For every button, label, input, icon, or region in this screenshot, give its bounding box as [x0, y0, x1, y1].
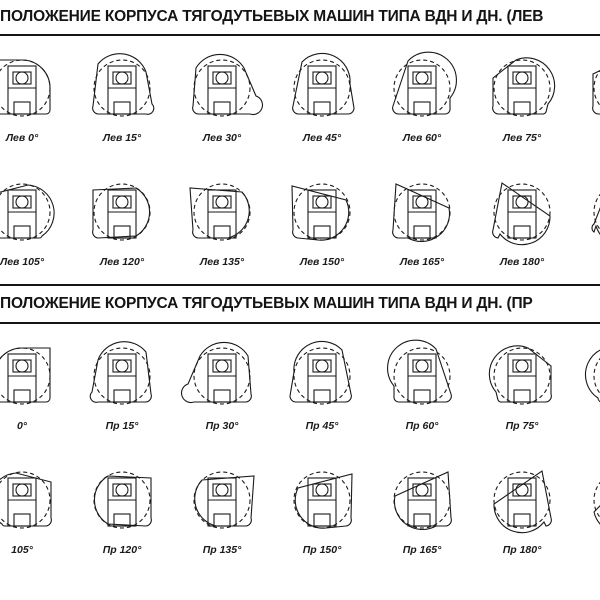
fan-figure — [172, 172, 272, 260]
figure-caption: Пр 60° — [405, 420, 439, 432]
figure-caption: Лев 180° — [499, 256, 545, 268]
row-left-2 — [0, 172, 600, 284]
fan-figure — [272, 460, 372, 548]
figure-caption: Пр 15° — [105, 420, 139, 432]
figure-caption: Пр 150° — [302, 544, 342, 556]
figure-cell[interactable] — [572, 336, 600, 448]
fan-figure — [172, 460, 272, 548]
figure-cell[interactable] — [172, 460, 272, 572]
figure-cell[interactable] — [272, 48, 372, 160]
section-left-title: ПОЛОЖЕНИЕ КОРПУСА ТЯГОДУТЬЕВЫХ МАШИН ТИПА ВДН И ДН. (ЛЕВ — [0, 8, 544, 25]
fan-figure — [372, 48, 472, 136]
section-right-title: ПОЛОЖЕНИЕ КОРПУСА ТЯГОДУТЬЕВЫХ МАШИН ТИПА ВДН И ДН. (ПР — [0, 295, 533, 312]
figure-caption: Лев 135° — [199, 256, 245, 268]
fan-figure — [572, 48, 600, 136]
fan-figure — [72, 48, 172, 136]
figure-caption: Лев 15° — [102, 132, 142, 144]
figure-cell[interactable] — [0, 336, 72, 448]
fan-figure — [472, 172, 572, 260]
figure-caption: Лев 75° — [502, 132, 542, 144]
figure-caption: Пр 30° — [205, 420, 239, 432]
figure-cell[interactable] — [172, 336, 272, 448]
figure-cell[interactable] — [472, 172, 572, 284]
section-right-divider-top — [0, 284, 600, 286]
fan-figure — [472, 48, 572, 136]
figure-cell[interactable] — [572, 172, 600, 284]
fan-figure — [372, 336, 472, 424]
fan-figure — [0, 336, 72, 424]
figure-cell[interactable] — [172, 172, 272, 284]
fan-figure — [272, 172, 372, 260]
figure-cell[interactable] — [372, 460, 472, 572]
figure-cell[interactable] — [0, 172, 72, 284]
figure-caption: Пр 135° — [202, 544, 242, 556]
figure-cell[interactable] — [372, 172, 472, 284]
figure-caption: Пр 180° — [502, 544, 542, 556]
figure-cell[interactable] — [572, 460, 600, 572]
figure-cell[interactable] — [572, 48, 600, 160]
figure-caption: Лев 150° — [299, 256, 345, 268]
figure-cell[interactable] — [472, 336, 572, 448]
fan-figure — [72, 336, 172, 424]
figure-cell[interactable] — [472, 460, 572, 572]
figure-cell[interactable] — [172, 48, 272, 160]
fan-figure — [0, 48, 72, 136]
figure-cell[interactable] — [272, 172, 372, 284]
figure-cell[interactable] — [372, 48, 472, 160]
figure-cell[interactable] — [72, 460, 172, 572]
fan-figure — [472, 460, 572, 548]
figure-caption: Лев 45° — [302, 132, 342, 144]
figure-caption: Пр 75° — [505, 420, 539, 432]
figure-caption: Лев 0° — [5, 132, 39, 144]
fan-figure — [172, 48, 272, 136]
figure-caption: Пр 165° — [402, 544, 442, 556]
figure-caption: 105° — [11, 544, 33, 556]
figure-cell[interactable] — [72, 48, 172, 160]
fan-figure — [72, 172, 172, 260]
fan-figure — [572, 460, 600, 548]
figure-cell[interactable] — [0, 48, 72, 160]
figure-caption: Пр 120° — [102, 544, 142, 556]
row-right-2 — [0, 460, 600, 572]
fan-figure — [172, 336, 272, 424]
fan-figure — [0, 460, 72, 548]
figure-caption: Лев 120° — [99, 256, 145, 268]
figure-caption: 0° — [16, 420, 28, 432]
figure-cell[interactable] — [0, 460, 72, 572]
figure-cell[interactable] — [472, 48, 572, 160]
figure-caption: Лев 165° — [399, 256, 445, 268]
row-left-1 — [0, 48, 600, 160]
figure-cell[interactable] — [72, 172, 172, 284]
section-left-divider — [0, 34, 600, 36]
figure-cell[interactable] — [72, 336, 172, 448]
figure-caption: Лев 105° — [0, 256, 45, 268]
section-right-divider — [0, 322, 600, 324]
fan-figure — [272, 48, 372, 136]
figure-caption: Лев 30° — [202, 132, 242, 144]
figure-cell[interactable] — [272, 460, 372, 572]
fan-figure — [272, 336, 372, 424]
fan-figure — [472, 336, 572, 424]
fan-figure — [372, 172, 472, 260]
fan-figure — [0, 172, 72, 260]
row-right-1 — [0, 336, 600, 448]
figure-caption: Лев 60° — [402, 132, 442, 144]
fan-figure — [572, 336, 600, 424]
figure-cell[interactable] — [272, 336, 372, 448]
section-right-header — [0, 295, 600, 313]
fan-figure — [572, 172, 600, 260]
fan-figure — [372, 460, 472, 548]
figure-cell[interactable] — [372, 336, 472, 448]
figure-caption: Пр 45° — [305, 420, 339, 432]
section-left-header — [0, 8, 600, 26]
fan-figure — [72, 460, 172, 548]
